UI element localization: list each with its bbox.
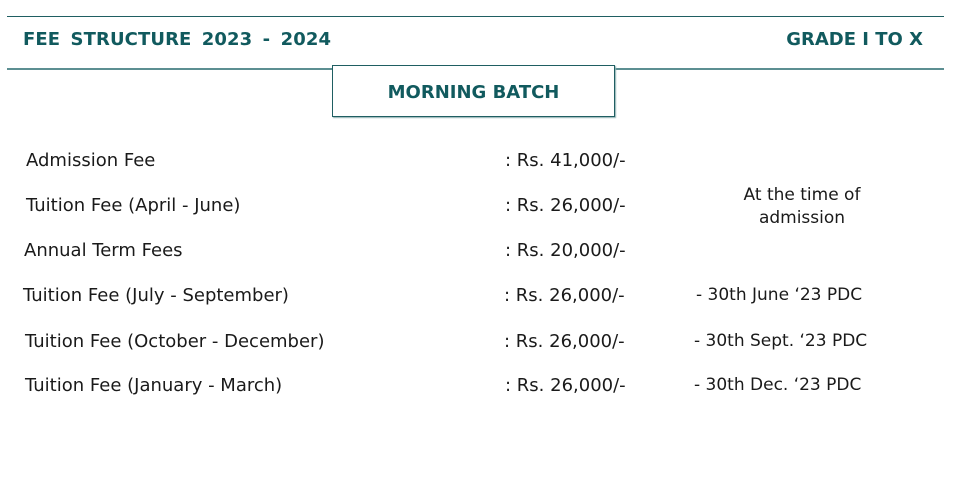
- fee-amount: : Rs. 26,000/-: [505, 375, 626, 396]
- admission-payment-note: [700, 184, 904, 230]
- batch-label: MORNING BATCH: [387, 81, 560, 103]
- fee-amount: : Rs. 26,000/-: [504, 285, 625, 306]
- fee-due-date: - 30th Dec. ‘23 PDC: [694, 375, 862, 395]
- grade-range: GRADE I TO X: [786, 29, 923, 50]
- fee-due-date: - 30th June ‘23 PDC: [696, 285, 863, 305]
- fee-label: Annual Term Fees: [24, 240, 183, 261]
- fee-label: Tuition Fee (January - March): [25, 375, 283, 396]
- document-title: FEE STRUCTURE 2023 - 2024: [23, 29, 332, 50]
- fee-row-tuition-q3: [0, 331, 960, 359]
- fee-row-tuition-q4: [0, 375, 960, 403]
- admission-note-line2: admission: [758, 208, 846, 228]
- fee-due-date: - 30th Sept. ‘23 PDC: [694, 331, 868, 351]
- fee-amount: : Rs. 41,000/-: [505, 150, 626, 171]
- fee-label: Admission Fee: [26, 150, 156, 171]
- fee-label: Tuition Fee (October - December): [25, 331, 325, 352]
- fee-amount: : Rs. 26,000/-: [505, 195, 626, 216]
- fee-row-annual-term: [0, 240, 960, 268]
- fee-row-tuition-q2: [0, 285, 960, 313]
- fee-row-admission: [0, 150, 960, 178]
- fee-label: Tuition Fee (July - September): [23, 285, 289, 306]
- fee-amount: : Rs. 26,000/-: [504, 331, 625, 352]
- admission-note-line1: At the time of: [743, 185, 861, 205]
- fee-label: Tuition Fee (April - June): [26, 195, 241, 216]
- fee-amount: : Rs. 20,000/-: [505, 240, 626, 261]
- top-divider: [7, 16, 944, 17]
- batch-heading-box: [332, 65, 615, 117]
